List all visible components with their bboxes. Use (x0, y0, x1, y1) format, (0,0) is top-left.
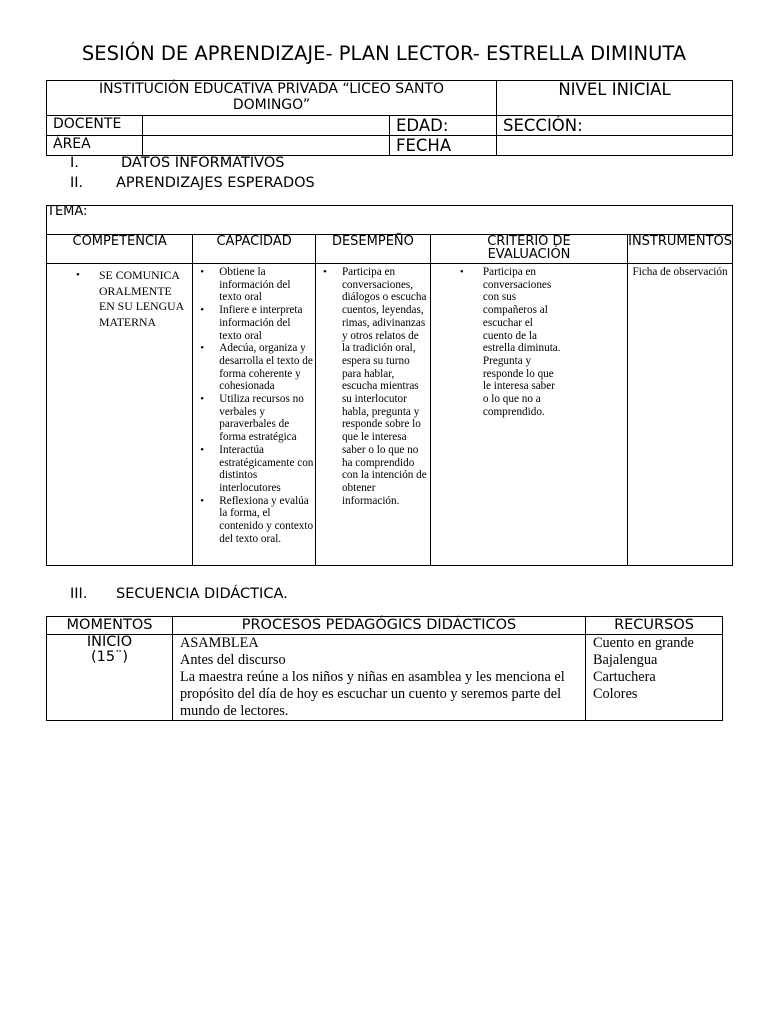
recurso-item: Bajalengua (593, 652, 658, 668)
capacidad-item: • Obtiene la información del texto oral (193, 266, 315, 304)
header-table (46, 80, 733, 156)
capacidad-cell (193, 264, 316, 566)
docente-label: DOCENTE (47, 116, 143, 136)
section-1-number: I. (70, 155, 79, 171)
header-desempeno: DESEMPEÑO (315, 235, 430, 264)
section-2-number: II. (70, 175, 84, 191)
capacidad-item: • Infiere e interpreta información del texto oral (193, 304, 315, 342)
header-competencia: COMPETENCIA (47, 235, 193, 264)
tema-cell (47, 206, 733, 235)
nivel-label: NIVEL INICIAL (558, 80, 671, 99)
section-1-title: DATOS INFORMATIVOS (121, 155, 285, 171)
competencia-cell (47, 264, 193, 566)
competencia-item: • SE COMUNICA ORALMENTE EN SU LENGUA MATERNA (47, 268, 192, 330)
recurso-item: Cuento en grande (593, 635, 694, 651)
header-criterio: CRITERIO DE EVALUACIÓN (430, 235, 627, 264)
area-field[interactable] (143, 136, 390, 156)
recurso-item: Cartuchera (593, 669, 656, 685)
momento-label: INICIO (86, 634, 133, 650)
header-recursos: RECURSOS (586, 617, 723, 635)
docente-field[interactable] (143, 116, 390, 136)
instrumentos-value: Ficha de observación (632, 266, 728, 278)
section-2-title: APRENDIZAJES ESPERADOS (116, 175, 315, 191)
secuencia-table (46, 616, 723, 721)
institucion-name: INSTITUCIÓN EDUCATIVA PRIVADA “LICEO SANTO DOMINGO” (98, 81, 445, 113)
desempeno-item: • Participa en conversaciones, diálogos o escucha cuentos, leyendas, rimas, adivinanzas y otros relatos de la tradición oral, espera su turno para hablar, escucha mientras su interlocutor habla, pregunta y responde sobre lo que le interesa saber o lo que no ha comprendido con la intención de obtener información. (316, 266, 430, 507)
header-procesos: PROCESOS PEDAGÓGICS DIDÁCTICOS (173, 617, 586, 635)
criterio-item: • Participa en conversaciones con sus compañeros al escuchar el cuento de la estrella diminuta. Pregunta y responde lo que le interesa saber o lo que no a comprendido. (431, 266, 627, 418)
header-capacidad: CAPACIDAD (193, 235, 316, 264)
momento-time: (15¨) (90, 649, 128, 665)
fecha-label: FECHA (390, 136, 497, 156)
procesos-cell (173, 635, 586, 721)
momento-cell (47, 635, 173, 721)
capacidad-item: • Utiliza recursos no verbales y paraverbales de forma estratégica (193, 393, 315, 444)
fecha-field[interactable] (497, 136, 733, 156)
page-title: SESIÓN DE APRENDIZAJE- PLAN LECTOR- ESTRELLA DIMINUTA (81, 42, 687, 65)
recurso-item: Colores (593, 686, 638, 702)
proceso-title: ASAMBLEA (180, 635, 259, 651)
section-3-title: SECUENCIA DIDÁCTICA. (116, 586, 288, 602)
section-3-number: III. (70, 586, 88, 602)
edad-label: EDAD: (390, 116, 497, 136)
capacidad-item: • Adecúa, organiza y desarrolla el texto de forma coherente y cohesionada (193, 342, 315, 393)
area-label: ÁREA (47, 136, 143, 156)
seccion-label: SECCIÓN: (497, 116, 733, 136)
aprendizajes-table (46, 205, 733, 566)
criterio-cell (430, 264, 627, 566)
capacidad-item: • Interactúa estratégicamente con distintos interlocutores (193, 444, 315, 495)
header-momentos: MOMENTOS (47, 617, 173, 635)
proceso-text: La maestra reúne a los niños y niñas en asamblea y les menciona el propósito del día de hoy es escuchar un cuento y seremos parte del mundo de lectores. (180, 669, 565, 719)
institucion-cell (47, 81, 497, 116)
proceso-subtitle: Antes del discurso (180, 652, 286, 668)
tema-label: TEMA: (47, 204, 88, 219)
nivel-cell (497, 81, 733, 116)
header-instrumentos: INSTRUMENTOS (628, 235, 733, 264)
desempeno-cell (315, 264, 430, 566)
recursos-cell (586, 635, 723, 721)
capacidad-item: • Reflexiona y evalúa la forma, el contenido y contexto del texto oral. (193, 495, 315, 546)
instrumentos-cell (628, 264, 733, 566)
